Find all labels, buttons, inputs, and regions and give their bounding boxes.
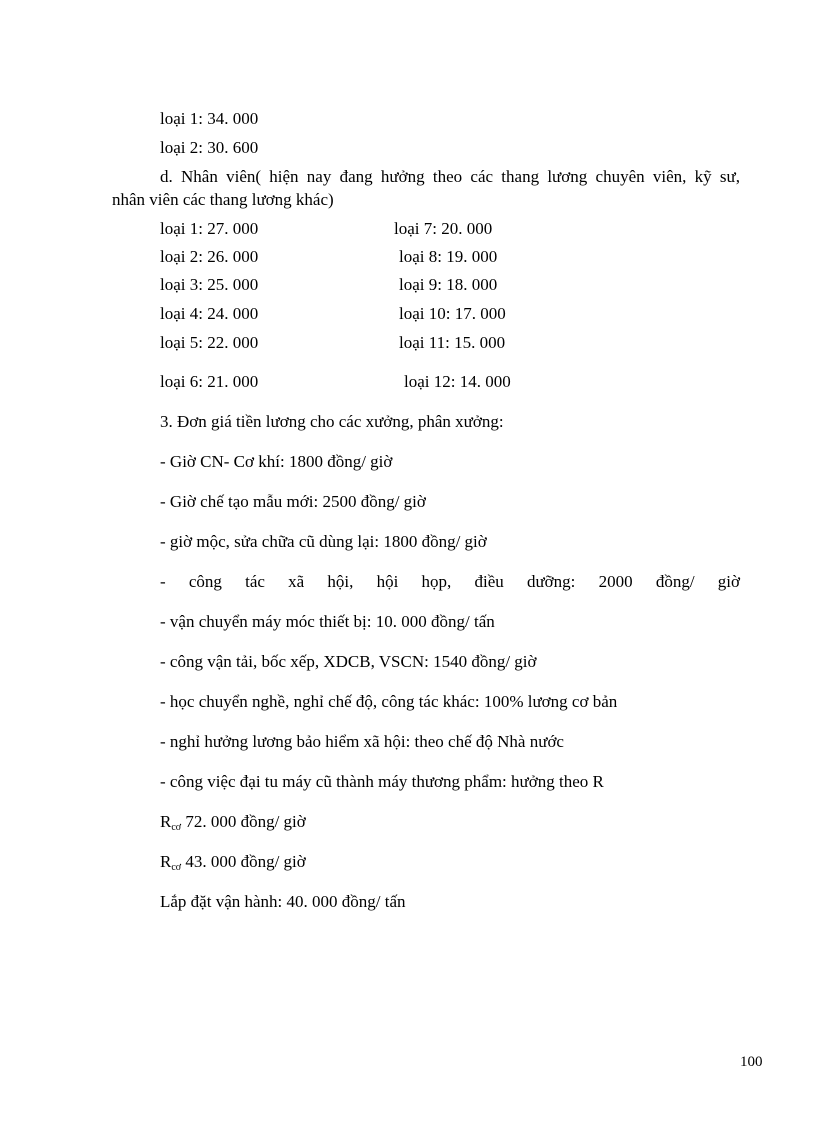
word: công [188,572,222,591]
grid-item: loại 5: 22. 000 [160,333,259,352]
word: dưỡng: [526,572,576,591]
list-item: - Giờ CN- Cơ khí: 1800 đồng/ giờ [160,452,393,471]
rate-line [160,812,306,838]
grid-item: loại 10: 17. 000 [399,304,506,323]
paragraph-line: nhân viên các thang lương khác) [112,190,334,209]
word: hội [376,572,399,591]
rate-line [160,852,306,878]
grid-item: loại 7: 20. 000 [394,219,493,238]
grid-item: loại 11: 15. 000 [399,333,506,352]
paragraph-line: d. Nhân viên( hiện nay đang hưởng theo các thang lương chuyên viên, kỹ sư, [160,167,740,186]
word: điều [474,572,504,591]
r-subscript: cơ [171,862,182,873]
rate-value: 43. 000 đồng/ giờ [181,852,306,871]
text-line: loại 1: 34. 000 [160,109,259,128]
word: - [160,572,166,591]
rate-value: 72. 000 đồng/ giờ [181,812,306,831]
grid-item: loại 6: 21. 000 [160,372,259,391]
word: 2000 [598,572,633,591]
word: đồng/ [655,572,695,591]
list-item: - vận chuyển máy móc thiết bị: 10. 000 đồng/ tấn [160,612,495,631]
list-item-justified [160,572,740,592]
list-item: - giờ mộc, sửa chữa cũ dùng lại: 1800 đồng/ giờ [160,532,487,551]
list-item: - nghỉ hưởng lương bảo hiểm xã hội: theo chế độ Nhà nước [160,732,564,751]
word: tác [245,572,265,591]
r-subscript: cơ [171,822,182,833]
r-symbol: R [160,812,172,831]
grid-item: loại 12: 14. 000 [404,372,511,391]
grid-item: loại 9: 18. 000 [399,275,498,294]
word: xã [288,572,305,591]
list-item: - Giờ chế tạo mẫu mới: 2500 đồng/ giờ [160,492,426,511]
list-item: Lắp đặt vận hành: 40. 000 đồng/ tấn [160,892,406,911]
word: giờ [717,572,740,591]
section-heading: 3. Đơn giá tiền lương cho các xưởng, phân xưởng: [160,412,504,431]
grid-item: loại 8: 19. 000 [399,247,498,266]
word: họp, [421,572,452,591]
grid-item: loại 3: 25. 000 [160,275,259,294]
list-item: - công vận tải, bốc xếp, XDCB, VSCN: 1540 đồng/ giờ [160,652,537,671]
text-line: loại 2: 30. 600 [160,138,259,157]
page-number: 100 [740,1054,763,1070]
list-item: - công việc đại tu máy cũ thành máy thương phẩm: hưởng theo R [160,772,604,791]
grid-item: loại 1: 27. 000 [160,219,259,238]
list-item: - học chuyển nghề, nghỉ chế độ, công tác khác: 100% lương cơ bản [160,692,618,711]
grid-item: loại 2: 26. 000 [160,247,259,266]
grid-item: loại 4: 24. 000 [160,304,259,323]
word: hội, [327,572,354,591]
r-symbol: R [160,852,172,871]
